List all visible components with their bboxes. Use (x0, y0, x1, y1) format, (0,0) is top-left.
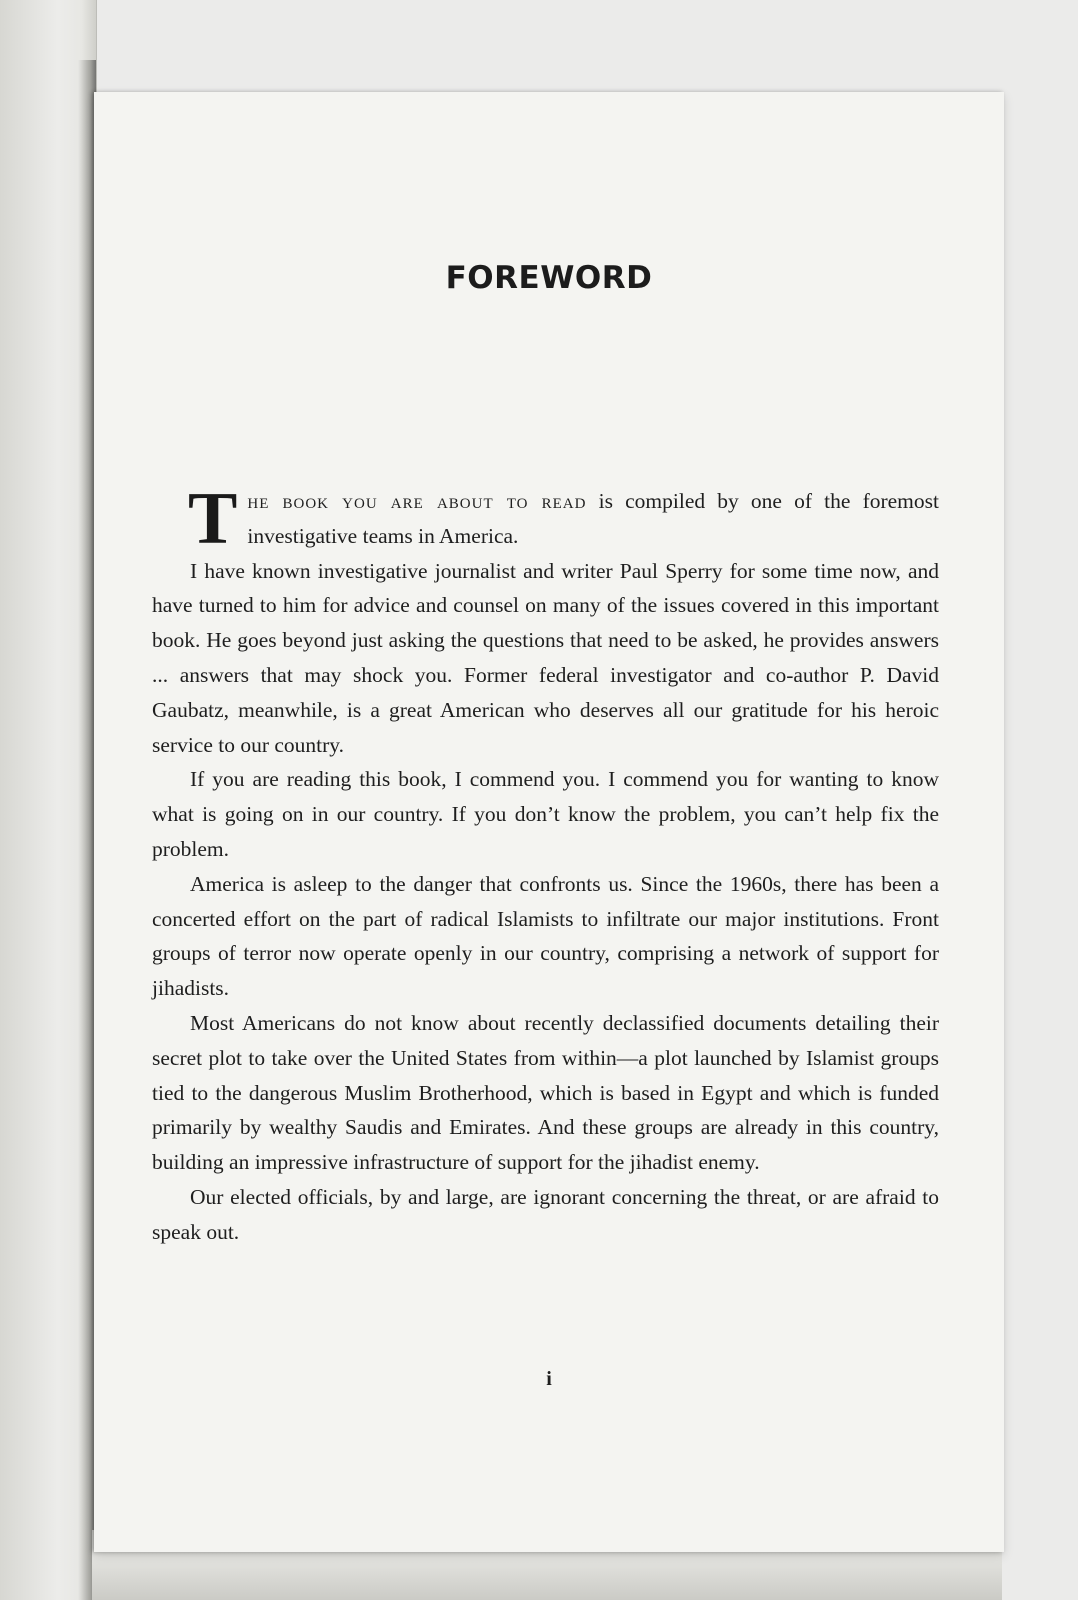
paragraph-3: If you are reading this book, I commend you. I commend you for wanting to know what is going on in our country. If you don’t know the problem, you can’t help fix the problem. (152, 767, 939, 861)
drop-cap-letter: T (188, 478, 238, 560)
paragraph-4: America is asleep to the danger that confronts us. Since the 1960s, there has been a concerted effort on the part of radical Islamists to infiltrate our major institutions. Front groups of terror now operate openly in our country, comprising a network of support for jihadists. (152, 871, 939, 1001)
paragraph-2: I have known investigative journalist and writer Paul Sperry for some time now, and have turned to him for advice and counsel on many of the issues covered in this important book. He goes beyond just asking the questions that need to be asked, he provides answers ... answers that may shock you. Former federal investigator and co-author P. David Gaubatz, meanwhile, is a great American who deserves all our gratitude for his heroic service to our country. (152, 558, 939, 757)
paragraph-5: Most Americans do not know about recently declassified documents detailing their secret plot to take over the United States from within—a plot launched by Islamist groups tied to the dangerous Muslim Brotherhood, which is based in Egypt and which is funded primarily by wealthy Saudis and Emirates. And these groups are already in this country, building an impressive infrastructure of support for the jihadist enemy. (152, 1010, 939, 1175)
lead-in-smallcaps: he book you are about to read (247, 489, 587, 513)
paragraph-6: Our elected officials, by and large, are ignorant concerning the threat, or are afraid to speak out. (152, 1184, 939, 1244)
page-number: i (546, 1368, 552, 1390)
foreword-body (152, 478, 939, 1250)
page-title: FOREWORD (445, 260, 653, 296)
paragraph-1 (152, 478, 939, 560)
paragraph-1-text: is compiled by one of the foremost investigative teams in America. (247, 489, 939, 548)
book-page (94, 92, 1004, 1552)
